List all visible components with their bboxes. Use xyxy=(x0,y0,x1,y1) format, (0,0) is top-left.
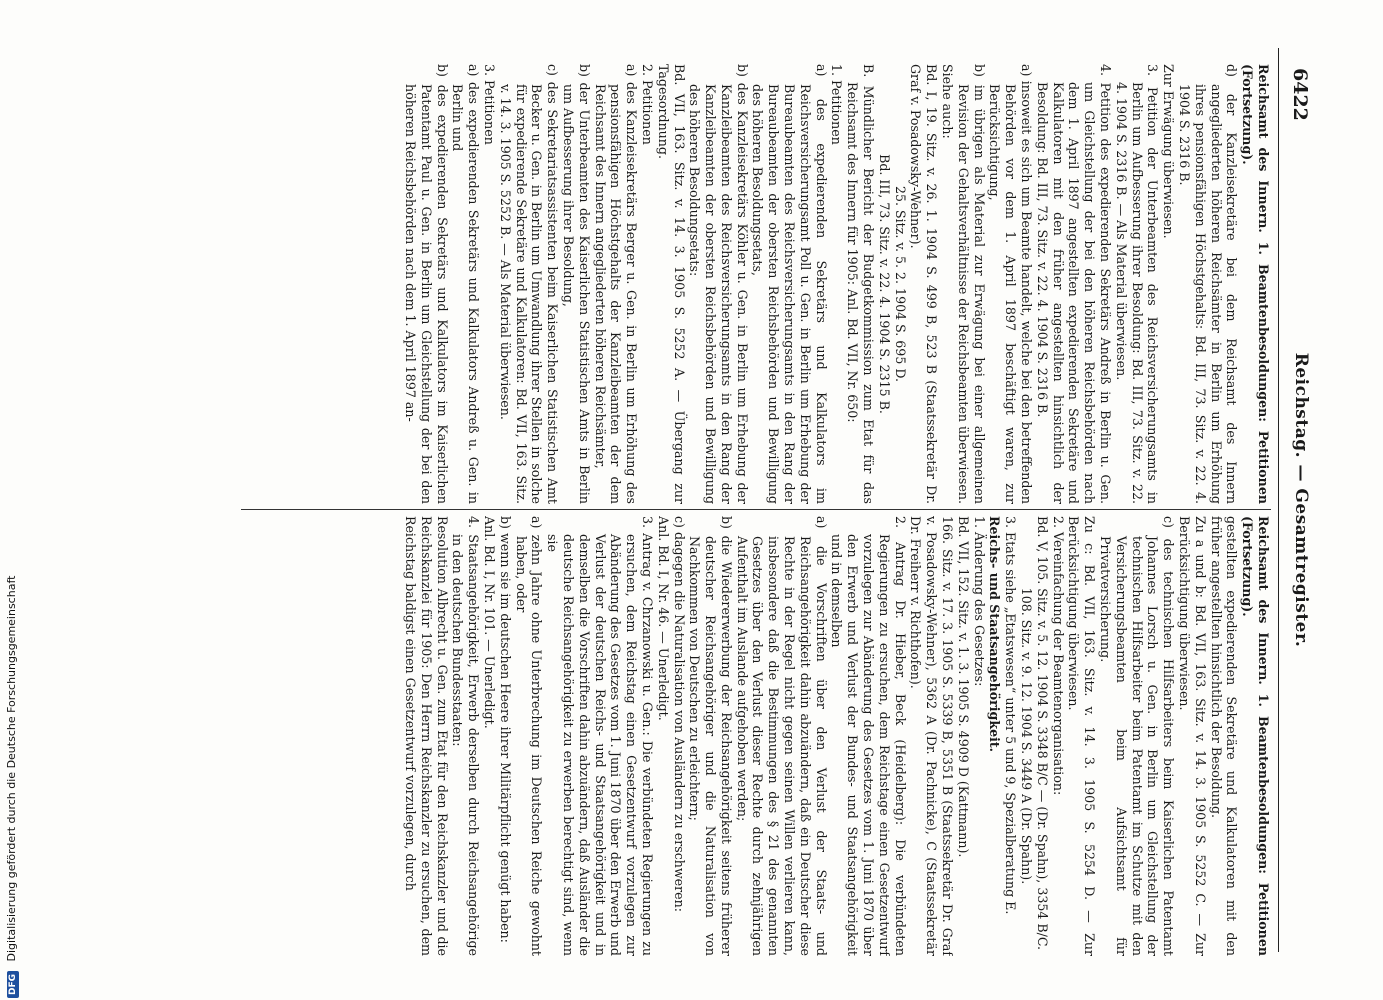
register-entry: a) insoweit es sich um Beamte handelt, welche bei den betreffenden Behörden vor dem 1. April 1897 beschäftigt waren, zur Berücksichtigung, xyxy=(987,64,1035,504)
register-entry: 3. Etats siehe „Etatswesen“ unter 5 und 9, Spezialberatung E. xyxy=(1003,516,1019,915)
register-entry: Zu a und b: Bd. VII, 163. Sitz. v. 14. 3. 1905 S. 5252 C. — Zur Berücksichtigung überwiesen. xyxy=(1177,516,1208,956)
column-divider xyxy=(241,509,1271,510)
dfg-logo: DFG xyxy=(7,971,19,998)
register-entry: Bd. VII, 163. Sitz. v. 14. 3. 1905 S. 5252 A. — Übergang zur Tagesordnung. xyxy=(655,64,687,504)
register-entry: Bd. V, 105. Sitz. v. 5. 12. 1904 S. 3348 B/C — (Dr. Spahn), 3354 B/C. xyxy=(1034,516,1050,951)
register-entry: 3. Petition der Unterbeamten des Reichsversicherungsamts in Berlin um Aufbesserung ihrer Besoldung: Bd. III, 73. Sitz. v. 22. 4. 1904 S. 2316 B. — Als Material überwiesen. xyxy=(1113,64,1161,504)
register-entry: 1. Petitionen xyxy=(829,64,845,145)
register-entry: Siehe auch: xyxy=(940,64,956,139)
register-entry: 166. Sitz. v. 17. 3. 1905 S. 5339 B, 5351 B (Staatssekretär Dr. Graf v. Posadowsky-Wehner), 5362 A (Dr. Pachnicke), C (Staatssekretär Dr. Freiherr v. Richthofen). xyxy=(908,516,956,956)
register-entry: Zu c: Bd. VII, 163. Sitz. v. 14. 3. 1905 S. 5254 D. — Zur Berücksichtigung überwiesen. xyxy=(1066,516,1098,956)
register-entry: Anl. Bd. I, Nr. 101. — Unerledigt. xyxy=(481,516,497,729)
page-number: 6422 xyxy=(1289,68,1311,121)
register-entry: Bd. III, 73. Sitz. v. 22. 4. 1904 S. 2315 B. xyxy=(876,154,892,414)
register-entry: b) des expedierenden Sekretärs und Kalkulators im Kaiserlichen Patentamt Paul u. Gen. in Berlin um Gleichstellung der bei den höheren Reichsbehörden nach dem 1. April 1897 an- xyxy=(402,64,450,504)
register-entry: a) die Vorschriften über den Verlust der Staats- und Reichsangehörigkeit dahin abzuändern, daß ein Deutscher diese Rechte in der Regel nicht gegen seinen Willen verlieren kann, insbesondere daß die Bestimmungen des § 21 des genannten Gesetzes über den Verlust dieser Rechte durch zehnjährigen Aufenthalt im Auslande aufgehoben werden; xyxy=(734,516,829,956)
register-entry: gestellten expedierenden Sekretäre und Kalkulatoren mit den früher angestellten hinsichtlich der Besoldung. xyxy=(1208,516,1240,956)
left-column xyxy=(402,64,1271,504)
register-entry: Bd. I, 19. Sitz. v. 26. 1. 1904 S. 499 B, 523 B (Staatssekretär Dr. Graf v. Posadowsky-Wehner). xyxy=(908,64,940,504)
header-rule xyxy=(1278,48,1279,952)
register-entry: Anl. Bd. I, Nr. 46. — Unerledigt. xyxy=(655,516,671,721)
register-entry: b) der Unterbeamten des Kaiserlichen Statistischen Amts in Berlin um Aufbesserung ihrer Besoldung, xyxy=(560,64,592,504)
register-entry: 3. Antrag v. Chrzanowski u. Gen.: Die verbündeten Regierungen zu ersuchen, dem Reichstag einen Gesetzentwurf vorzulegen zur Abänderung des Gesetzes vom 1. Juni 1870 über den Erwerb und Verlust der deutschen Reichs- und Staatsangehörigkeit und in demselben die Vorschriften dahin abzuändern, daß Ausländer die deutsche Reichsangehörigkeit zu erwerben berechtigt sind, wenn sie xyxy=(545,516,655,956)
register-entry: 1. Änderung des Gesetzes: xyxy=(971,516,987,687)
running-title: Reichstag. — Gesamtregister. xyxy=(1291,352,1311,648)
register-entry: d) der Kanzleisekretäre bei dem Reichsamt des Innern angegliederten höheren Reichsämter in Berlin um Erhöhung ihres pensionsfähigen Höchstgehalts: Bd. III, 73. Sitz. v. 22. 4. 1904 S. 2316 B. xyxy=(1177,64,1240,504)
register-entry: a) zehn Jahre ohne Unterbrechung im Deutschen Reiche gewohnt haben, oder xyxy=(513,516,545,956)
funding-note: Digitalisierung gefördert durch die Deutsche Forschungsgemeinschaft xyxy=(5,575,18,962)
register-entry: 4. Staatsangehörigkeit, Erwerb derselben durch Reichsangehörige in den deutschen Bundesstaaten: xyxy=(450,516,482,956)
register-entry: Bd. VII, 152. Sitz. v. 1. 3. 1905 S. 4909 D (Kattmann). xyxy=(955,516,971,858)
register-entry: b) wenn sie im deutschen Heere ihrer Militärpflicht genügt haben: xyxy=(497,516,513,943)
register-entry: a) des expedierenden Sekretärs und Kalkulators im Reichsversicherungsamt Poll u. Gen. in Berlin um Erhebung der Bureaubeamten des Reichsversicherungsamts in den Rang der Bureaubeamten der obersten Reichsbehörden und Bewilligung des höheren Besoldungsetats, xyxy=(750,64,829,504)
register-entry: b) im übrigen als Material zur Erwägung bei einer allgemeinen Revision der Gehaltsverhältnisse der Reichsbeamten überwiesen. xyxy=(955,64,987,504)
register-entry: c) des Sekretariatsassistenten beim Kaiserlichen Statistischen Amt Becker u. Gen. in Berlin um Umwandlung ihrer Stellen in solche für expedierende Sekretäre und Kalkulatoren: Bd. VII, 163. Sitz. v. 14. 3. 1905 S. 5252 B. — Als Material überwiesen. xyxy=(497,64,561,504)
register-entry: b) des Kanzleisekretärs Köhler u. Gen. in Berlin um Erhebung der Kanzleibeamten des Reichsversicherungsamts in den Rang der Kanzleibeamten der obersten Reichsbehörden und Bewilligung des höheren Besoldungsetats: xyxy=(687,64,750,504)
section-heading: Reichsamt des Innern. 1. Beamtenbesoldungen: Petitionen (Fortsetzung). xyxy=(1240,64,1271,504)
register-entry: B. Mündlicher Bericht der Budgetkommission zum Etat für das Reichsamt des Innern für 1905: Anl. Bd. VII, Nr. 650: xyxy=(845,64,877,504)
register-entry: 4. Petition des expedierenden Sekretärs Andreß in Berlin u. Gen. um Gleichstellung der bei den höheren Reichsbehörden nach dem 1. April 1897 angestellten expedierenden Sekretäre und Kalkulatoren mit den früher angestellten hinsichtlich der Besoldung: Bd. III, 73. Sitz. v. 22. 4. 1904 S. 2316 B. xyxy=(1034,64,1114,504)
register-entry: 2. Petitionen xyxy=(639,64,655,145)
register-entry: c) des technischen Hilfsarbeiters beim Kaiserlichen Patentamt Johannes Lorsch u. Gen. in Berlin um Gleichstellung der technischen Hilfsarbeiter beim Patentamt im Schutze mit den Versicherungsbeamten beim Aufsichtsamt für Privatversicherung. xyxy=(1098,516,1177,956)
register-entry: a) des expedierenden Sekretärs und Kalkulators Andreß u. Gen. in Berlin und xyxy=(450,64,482,504)
page-header xyxy=(1283,48,1313,952)
register-entry: a) des Kanzleisekretärs Berger u. Gen. in Berlin um Erhöhung des pensionsfähigen Höchstgehalts der Kanzleibeamten der dem Reichsamt des Innern angegliederten höheren Reichsämter, xyxy=(592,64,640,504)
right-column xyxy=(402,516,1271,956)
register-entry: 2. Vereinfachung der Beamtenorganisation: xyxy=(1050,516,1066,796)
register-entry: 2. Antrag Dr. Hieber, Beck (Heidelberg): Die verbündeten Regierungen zu ersuchen, dem Reichstage einen Gesetzentwurf vorzulegen zur Abänderung des Gesetzes vom 1. Juni 1870 über den Erwerb und Verlust der Bundes- und Staatsangehörigkeit und in demselben xyxy=(829,516,908,956)
register-entry: Zur Erwägung überwiesen. xyxy=(1161,64,1177,239)
register-entry: 25. Sitz. v. 5. 2. 1904 S. 695 D. xyxy=(892,186,908,382)
funding-strip xyxy=(2,0,22,1000)
register-entry: Resolution Albrecht u. Gen. zum Etat für den Reichskanzler und die Reichskanzlei für 1905: Den Herrn Reichskanzler zu ersuchen, dem Reichstag baldigst einen Gesetzentwurf vorzulegen, durch xyxy=(402,516,450,956)
section-heading: Reichsamt des Innern. 1. Beamtenbesoldungen: Petitionen (Fortsetzung). xyxy=(1240,516,1271,956)
register-entry: b) die Wiedererwerbung der Reichsangehörigkeit seitens früherer deutscher Reichsangehöriger und die Naturalisation von Nachkommen von Deutschen zu erleichtern; xyxy=(687,516,734,956)
register-entry: c) dagegen die Naturalisation von Ausländern zu erschweren: xyxy=(671,516,687,912)
register-entry: 108. Sitz. v. 9. 12. 1904 S. 3449 A (Dr. Spahn). xyxy=(1019,587,1035,885)
section-heading: Reichs- und Staatsangehörigkeit. xyxy=(987,516,1003,753)
register-entry: 3. Petitionen xyxy=(481,64,497,145)
